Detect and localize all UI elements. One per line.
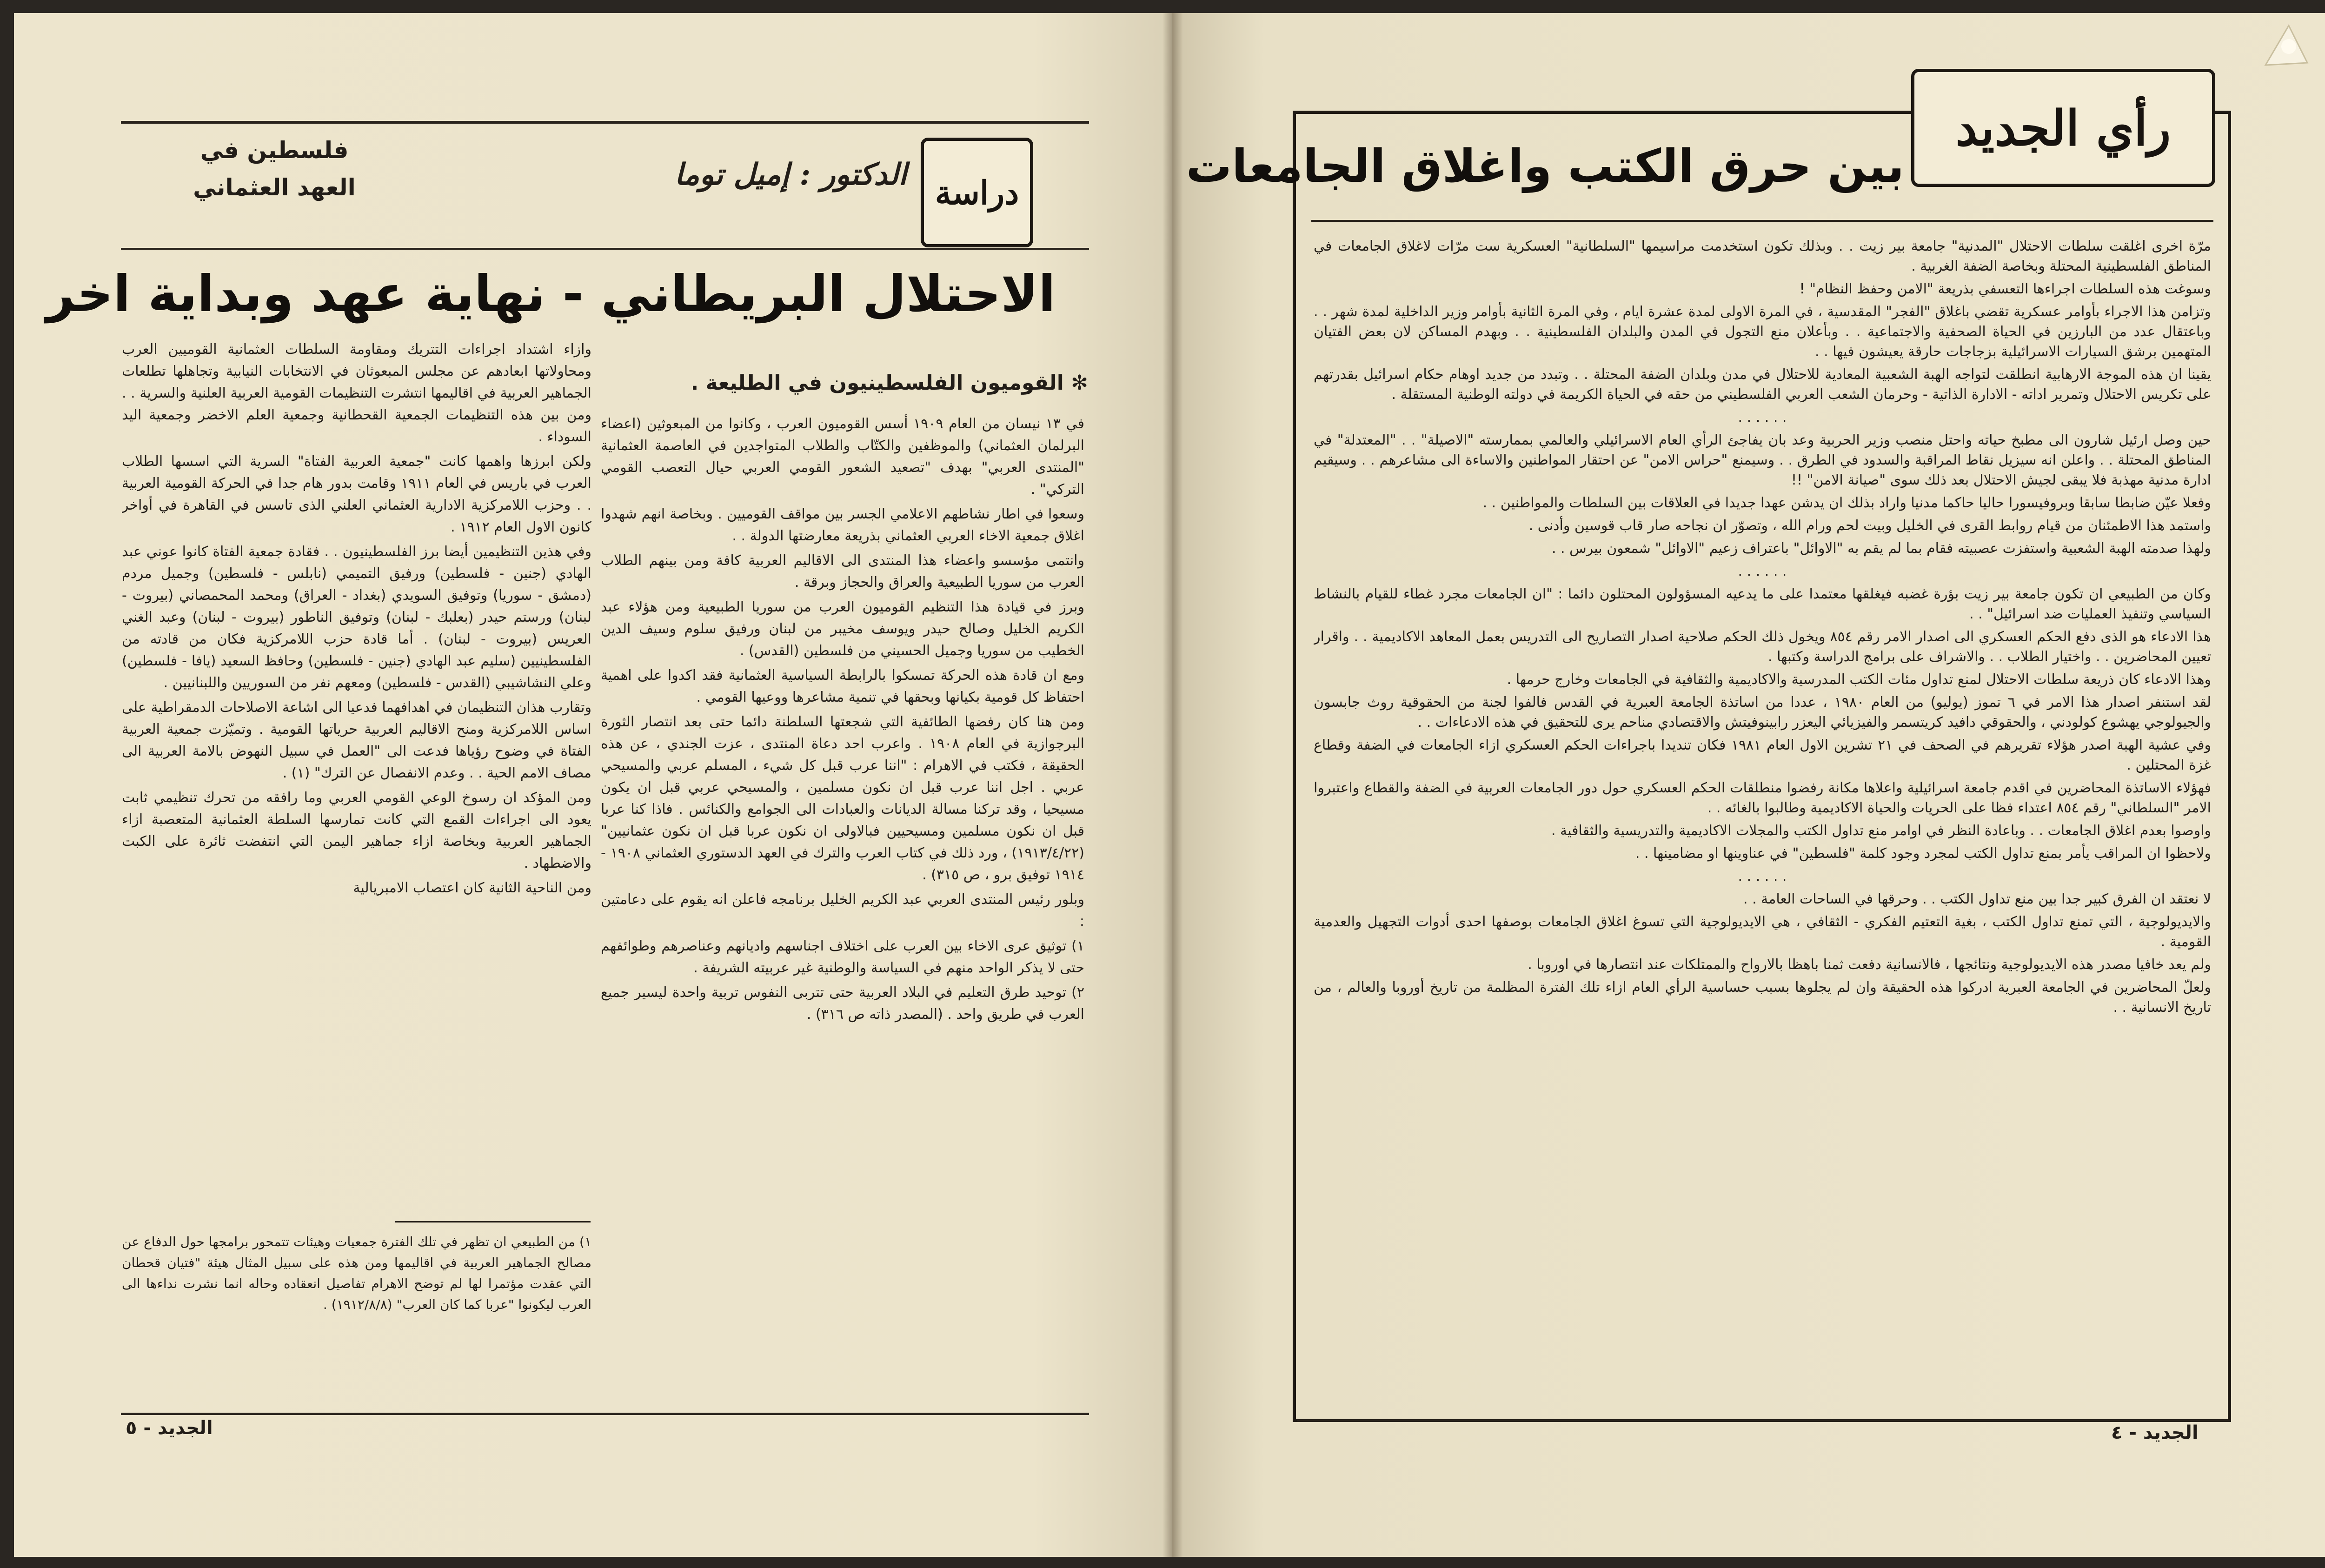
paragraph: لقد استنفر اصدار هذا الامر في ٦ تموز (يوليو) من العام ١٩٨٠ ، عددا من اساتذة الجامعة العبرية في القدس فالفوا لجنة من الحقوقية روث جابسون والجيولوجي يهشوع كولودني ، والحقوقي دافيد كريتسمر والفيزيائي اليعزر رابينوفيتش والاقتصادي مناحم يرى للتحقيق في هذه الادعاءات . . bbox=[1314, 694, 2211, 731]
editorial-logo bbox=[1911, 69, 2215, 187]
magazine-spread bbox=[14, 13, 2325, 1557]
headline-divider bbox=[1311, 220, 2213, 222]
editorial-logo-text: رأي الجديد bbox=[1955, 99, 2171, 157]
section-break: . . . . . . bbox=[1738, 563, 1787, 579]
paragraph: في ١٣ نيسان من العام ١٩٠٩ أسس القوميون العرب ، وكانوا من المبعوثين (اعضاء البرلمان العثماني) والموظفين والكتّاب والطلاب المتواجدين في العاصمة العثمانية "المنتدى العربي" بهدف "تصعيد الشعور القومي العربي حيال التعصب القومي التركي" . bbox=[601, 416, 1084, 498]
footnote bbox=[122, 1231, 591, 1408]
footnote-text: ١) من الطبيعي ان تظهر في تلك الفترة جمعيات وهيئات تتمحور برامجها حول الدفاع عن مصالح الجماهير العربية في اقاليمها ومن هذه على سبيل المثال هيئة "فتيان قحطان التي عقدت مؤتمرا لها لم توضح الاهرام تفاصيل انعقاده وحاله انما نشرت نداءها الى العرب ليكونوا "عربا كما كان العرب" (١٩١٢/٨/٨) . bbox=[122, 1234, 591, 1312]
paragraph: ولاحظوا ان المراقب يأمر بمنع تداول الكتب لمجرد وجود كلمة "فلسطين" في عناوينها او مضامينها . . bbox=[1635, 845, 2211, 862]
book-spine bbox=[1162, 13, 1183, 1557]
paragraph: وبرز في قيادة هذا التنظيم القوميون العرب من سوريا الطبيعية ومن هؤلاء عبد الكريم الخليل وصالح حيدر ويوسف مخيبر من لبنان ورفيق سلوم وسيف الدين الخطيب من سوريا وجميل الحسيني من فلسطين (القدس) . bbox=[601, 599, 1084, 659]
headline-rule bbox=[121, 248, 1089, 250]
page-number: الجديد - ٥ bbox=[126, 1417, 213, 1439]
paragraph: ٢) توحيد طرق التعليم في البلاد العربية حتى تتربى النفوس تربية واحدة ليسير جميع العرب في طريق واحد . (المصدر ذاته ص ٣١٦) . bbox=[601, 984, 1084, 1023]
paragraph: وهذا الادعاء كان ذريعة سلطات الاحتلال لمنع تداول مئات الكتب المدرسية والاكاديمية والثقافية في الجامعات وخارج حرمها . bbox=[1507, 671, 2211, 688]
paragraph: والايديولوجية ، التي تمنع تداول الكتب ، بغية التعتيم الفكري - الثقافي ، هي الايديولوجية التي تسوغ اغلاق الجامعات بوصفها احدى أدوات التجهيل والعدمية القومية . bbox=[1314, 914, 2211, 950]
right-page bbox=[1172, 13, 2325, 1557]
paragraph: ومن هنا كان رفضها الطائفية التي شجعتها السلطنة دائما حتى بعد انتصار الثورة البرجوازية في العام ١٩٠٨ . واعرب احد دعاة المنتدى ، عزت الجندي ، عن هذه الحقيقة ، فكتب في الاهرام : "اننا عرب قبل كل شيء ، المسلم عربي والمسيحي عربي . اجل اننا عرب قبل ان نكون مسلمين ، والمسيحي عربي قبل ان يكون مسيحيا ، وقد تركنا مسالة الديانات والعبادات الى الجوامع والكنائس . فاذا كنا عربا قبل ان نكون مسلمين ومسيحيين فبالاولى ان نكون عربا قبل ان نكون عثمانيين" (١٩١٣/٤/٢٢) ، ورد ذلك في كتاب العرب والترك في العهد الدستوري العثماني ١٩٠٨ - ١٩١٤ توفيق برو ، ص ٣١٥) . bbox=[601, 714, 1084, 883]
paragraph: ومن المؤكد ان رسوخ الوعي القومي العربي وما رافقه من تحرك تنظيمي ثابت يعود الى اجراءات القمع التي كانت تمارسها السلطة العثمانية المتعصبة ازاء الجماهير العربية وبخاصة ازاء جماهير اليمن التي انتفضت ثائرة على الكبت والاضطهاد . bbox=[122, 790, 591, 871]
footnote-rule bbox=[395, 1221, 591, 1223]
column-left bbox=[122, 339, 591, 1208]
paragraph: وتزامن هذا الاجراء بأوامر عسكرية تقضي باغلاق "الفجر" المقدسية ، في المرة الاولى لمدة عشرة ايام ، وفي المرة الثانية بأوامر وزير الداخلية لمدة شهر . . وباعتقال عدد من البارزين في الحياة الصحفية والاجتماعية . . وبأعلان منع التجول في المدن والبلدان الفلسطينية . . وبهدم المساكن لان بعض الفتيان المتهمين برشق السيارات الاسرائيلية بزجاجات حارقة يعيشون فيها . . bbox=[1314, 304, 2211, 360]
bottom-rule bbox=[1297, 1420, 2230, 1422]
paragraph: وفي عشية الهبة اصدر هؤلاء تقريرهم في الصحف في ٢١ تشرين الاول العام ١٩٨١ فكان تنديدا باجراءات الحكم العسكري ازاء الجامعات في الضفة وقطاع غزة المحتلين . bbox=[1314, 737, 2211, 773]
page-number: الجديد - ٤ bbox=[2111, 1422, 2199, 1443]
subheading-text: القوميون الفلسطينيون في الطليعة . bbox=[691, 371, 1064, 395]
paragraph: ولكن ابرزها واهمها كانت "جمعية العربية الفتاة" السرية التي اسسها الطلاب العرب في باريس في العام ١٩١١ وقامت بدور هام جدا في الحركة القومية العربية . . وحزب اللامركزية الادارية العثماني العلني الذى تاسس في القاهرة في أواخر كانون الاول العام ١٩١٢ . bbox=[122, 453, 591, 535]
subheading bbox=[604, 371, 1088, 395]
series-subject-line2: العهد العثماني bbox=[193, 174, 356, 201]
article-headline: الاحتلال البريطاني - نهاية عهد وبداية اخر bbox=[46, 265, 1056, 323]
paragraph: واستمد هذا الاطمئنان من قيام روابط القرى في الخليل وبيت لحم ورام الله ، وتصوّر ان نجاحه صار قاب قوسين وأدنى . bbox=[1528, 518, 2211, 534]
section-break: . . . . . . bbox=[1738, 868, 1787, 884]
column-right bbox=[601, 413, 1084, 1403]
section-break: . . . . . . bbox=[1738, 409, 1787, 425]
top-rule bbox=[121, 121, 1089, 124]
series-logo bbox=[921, 138, 1033, 247]
paragraph: واوصوا بعدم اغلاق الجامعات . . وباعادة النظر في اوامر منع تداول الكتب والمجلات الاكاديمية والتدريسية والثقافية . bbox=[1551, 823, 2211, 839]
paragraph: وبلور رئيس المنتدى العربي عبد الكريم الخليل برنامجه فاعلن انه يقوم على دعامتين : bbox=[601, 891, 1084, 930]
series-subject-line1: فلسطين في bbox=[200, 137, 349, 164]
paragraph: مرّة اخرى اغلقت سلطات الاحتلال "المدنية" جامعة بير زيت . . وبذلك تكون استخدمت مراسيمها "السلطانية" العسكرية ست مرّات لاغلاق الجامعات في المناطق الفلسطينية المحتلة وبخاصة الضفة الغربية . bbox=[1314, 238, 2211, 274]
paragraph: ومع ان قادة هذه الحركة تمسكوا بالرابطة السياسية العثمانية فقد اكدوا على اهمية احتفاظ كل قومية بكيانها وبحقها في تنمية مشاعرها ووعيها القومي . bbox=[601, 667, 1084, 705]
paragraph: وتقارب هذان التنظيمان في اهدافهما فدعيا الى اشاعة الاصلاحات الدمقراطية على اساس اللامركزية ومنح الاقاليم العربية حرياتها القومية . وتميّزت جمعية العربية الفتاة في وضوح رؤياها فدعت الى "العمل في سبيل النهوض بالامة العربية الى مصاف الامم الحية . . وعدم الانفصال عن الترك" (١) . bbox=[122, 699, 591, 781]
paragraph: هذا الادعاء هو الذى دفع الحكم العسكري الى اصدار الامر رقم ٨٥٤ ويخول ذلك الحكم صلاحية اصدار التصاريح الى التدريس بعمل المعاهد الاكاديمية . . واقرار تعيين المحاضرين . . واختيار الطلاب . . والاشراف على برامج الدراسة وكتبها . bbox=[1314, 629, 2211, 665]
paragraph: ولعلّ المحاضرين في الجامعة العبرية ادركوا هذه الحقيقة وان لم يجلوها بسبب حساسية الرأي العام ازاء تلك الفترة المظلمة من تاريخ أوروبا والعالم ، من تاريخ الانسانية . . bbox=[1314, 979, 2211, 1016]
bottom-rule bbox=[121, 1413, 1089, 1415]
paragraph: وسعوا في اطار نشاطهم الاعلامي الجسر بين مواقف القوميين . وبخاصة انهم شهدوا اغلاق جمعية الاخاء العربي العثماني بذريعة معارضتها الدولة . . bbox=[601, 506, 1084, 544]
paragraph: وسوغت هذه السلطات اجراءها التعسفي بذريعة "الامن وحفظ النظام" ! bbox=[1799, 281, 2211, 297]
asterisk-icon: ✻ bbox=[1063, 371, 1088, 395]
editorial-headline: بين حرق الكتب واغلاق الجامعات bbox=[1186, 140, 1904, 193]
paragraph: ومن الناحية الثانية كان اعتصاب الامبريالية bbox=[353, 880, 591, 896]
paragraph: يقينا ان هذه الموجة الارهابية انطلقت لتواجه الهبة الشعبية المعادية للاحتلال في مدن وبلدان الضفة المحتلة . . وتبدد من جديد اوهام حكام اسرائيل بقدرتهم على تكريس الاحتلال وتمرير اداته - الادارة الذاتية - وحرمان الشعب العربي الفلسطيني من حقه في الحياة الكريمة في دولته الوطنية المستقلة . bbox=[1314, 366, 2211, 403]
editorial-body bbox=[1314, 236, 2211, 1408]
series-subject bbox=[181, 132, 367, 206]
left-page bbox=[14, 13, 1172, 1557]
paragraph: وازاء اشتداد اجراءات التتريك ومقاومة السلطات العثمانية القوميين العرب ومحاولاتها ابعادهم عن مجلس المبعوثان في الانتخابات النيابية وتجاهلها تطلعات الجماهير العربية في اقاليمها انتشرت التنظيمات القومية العربية العلنية والسرية . . ومن بين هذه التنظيمات الجمعية القحطانية وجمعية العلم الاخضر وجمعية اليد السوداء . bbox=[122, 341, 591, 445]
paragraph: ١) توثيق عرى الاخاء بين العرب على اختلاف اجناسهم واديانهم وعناصرهم وطوائفهم حتى لا يذكر الواحد منهم في السياسة والوطنية غير عربيته الشريفة . bbox=[601, 938, 1084, 976]
paragraph: ولهذا صدمته الهبة الشعبية واستفزت عصبيته فقام بما لم يقم به "الاوائل" باعتراف زعيم "الاوائل" شمعون بيرس . . bbox=[1551, 540, 2211, 557]
paragraph: لا نعتقد ان الفرق كبير جدا بين منع تداول الكتب . . وحرقها في الساحات العامة . . bbox=[1743, 891, 2211, 907]
paragraph: وانتمى مؤسسو واعضاء هذا المنتدى الى الاقاليم العربية كافة ومن بينهم الطلاب العرب من سوريا الطبيعية والعراق والحجاز وبرقة . bbox=[601, 552, 1084, 591]
author-byline: الدكتور : إميل توما bbox=[674, 157, 907, 192]
paragraph: وفعلا عيّن ضابطا سابقا وبروفيسورا حاليا حاكما مدنيا واراد بذلك ان يدشن عهدا جديدا في العلاقات بين السلطات والمواطنين . . bbox=[1482, 495, 2211, 511]
paragraph: حين وصل ارئيل شارون الى مطبخ حياته واحتل منصب وزير الحربية وعد بان يفاجئ الرأي العام الاسرائيلي والعالمي بممارسته "الاصيلة" . . "المعتدلة" في المناطق المحتلة . . واعلن انه سيزيل نقاط المراقبة والسدود في الطرق . . وسيمنع "حراس الامن" عن احتقار المواطنين والاساءة الى مشاعرهم . . وسيقيم ادارة مدنية مهذبة فلا يبقى لجيش الاحتلال بعد ذلك سوى "صيانة الامن" !! bbox=[1314, 432, 2211, 488]
series-logo-text: دراسة bbox=[935, 173, 1019, 212]
paragraph: ولم يعد خافيا مصدر هذه الايديولوجية ونتائجها ، فالانسانية دفعت ثمنا باهظا بالارواح والممتلكات عند انتصارها في اوروبا . bbox=[1528, 957, 2211, 973]
paragraph: وفي هذين التنظيمين أيضا برز الفلسطينيون . . فقادة جمعية الفتاة كانوا عوني عبد الهادي (جنين - فلسطين) ورفيق التميمي (نابلس - فلسطين) وجميل مردم (دمشق - سوريا) وتوفيق السويدي (بغداد - العراق) ومحمد المحمصاني (بيروت - لبنان) ورستم حيدر (بعلبك - لبنان) وتوفيق الناطور (بيروت - لبنان) وعبد الغني العريس (بيروت - لبنان) . أما قادة حزب اللامركزية فكان من قادته من الفلسطينيين (سليم عبد الهادي (جنين - فلسطين) وحافظ السعيد (يافا - فلسطين) وعلي النشاشيبي (القدس - فلسطين) ومعهم نفر من السوريين واللبنانيين . bbox=[122, 544, 591, 691]
light-flare-icon bbox=[2256, 19, 2312, 70]
paragraph: وكان من الطبيعي ان تكون جامعة بير زيت بؤرة غضبه فيغلقها معتمدا على ما يدعيه المسؤولون المحتلون دائما : "ان الجامعات مجرد غطاء للقيام بالنشاط السياسي وتنفيذ العمليات ضد اسرائيل" . . bbox=[1314, 586, 2211, 622]
paragraph: فهؤلاء الاساتذة المحاضرين في اقدم جامعة اسرائيلية واعلاها مكانة رفضوا منطلقات الحكم العسكري حول دور الجامعات العربية في الضفة والقطاع واعتبروا الامر "السلطاني" رقم ٨٥٤ اعتداء فظا على الحريات والحياة الاكاديمية وطالبوا بالغائه . . bbox=[1314, 780, 2211, 816]
